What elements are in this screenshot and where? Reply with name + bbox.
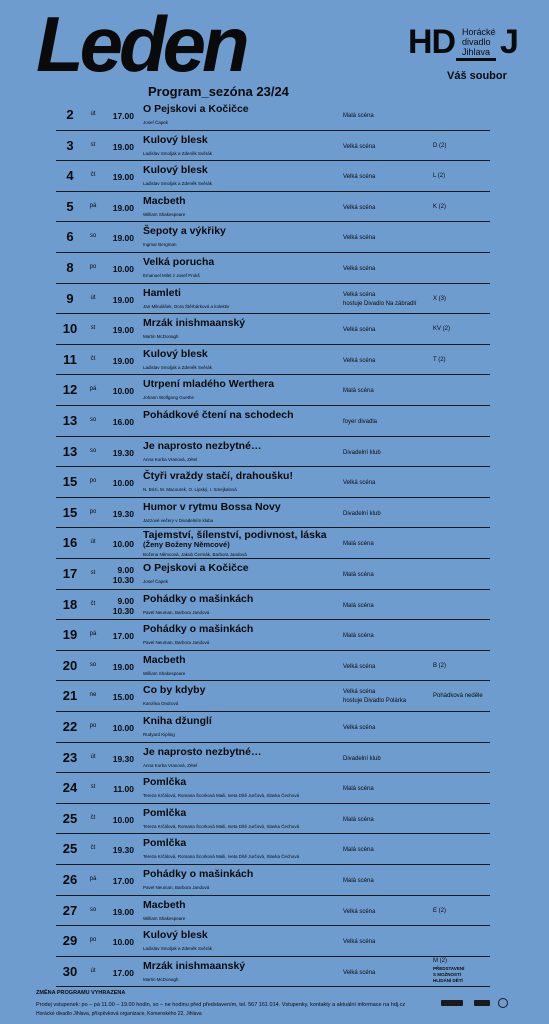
sponsor-logo-3 — [498, 998, 508, 1008]
row-author: Jazzové večery v Divadelním klubu — [143, 517, 214, 523]
row-show-title[interactable]: Je naprosto nezbytné… — [143, 439, 262, 452]
program-row[interactable] — [0, 528, 549, 559]
row-weekday: út — [90, 967, 96, 974]
row-day: 17 — [62, 566, 78, 581]
row-day: 27 — [62, 902, 78, 918]
row-day: 25 — [62, 810, 78, 826]
row-day: 11 — [63, 351, 77, 367]
row-show-title[interactable]: Pohádkové čtení na schodech — [143, 409, 294, 421]
row-venue: Divadelní klub — [343, 755, 381, 762]
row-subscription: L (2) — [433, 173, 446, 180]
row-time: 19.00 — [112, 141, 134, 152]
row-subscription: K (2) — [433, 203, 447, 210]
row-day: 19 — [62, 627, 78, 643]
logo-tagline: Váš soubor — [447, 70, 507, 82]
page-footer — [36, 990, 526, 1017]
row-show-title[interactable]: Šepoty a výkřiky — [143, 225, 226, 238]
row-weekday: st — [90, 570, 96, 576]
row-show-title[interactable]: Mrzák inishmaanský — [143, 959, 246, 972]
row-day: 20 — [62, 657, 78, 673]
row-author: Božena Němcová, Jakub Čermák, Barbora Jandová — [143, 552, 247, 558]
page-title: Leden — [36, 0, 246, 88]
row-weekday: čt — [90, 600, 96, 607]
footer-ticket-info: Prodej vstupenek: po – pá 11.00 – 19.00 hodin, so – ne hodinu před představením, tel. 567 161 014. Vstupenky, kontakty a aktuální informace na hdj.cz — [36, 1002, 406, 1008]
row-weekday: pá — [89, 631, 97, 638]
row-author: Pavel Neuman, Barbora Jandová — [143, 640, 210, 646]
row-weekday: po — [89, 264, 97, 270]
row-day: 13 — [62, 413, 78, 428]
row-venue: Malá scéna — [343, 388, 374, 395]
program-row[interactable] — [0, 896, 549, 927]
row-time: 19.00 — [112, 202, 134, 213]
row-weekday: út — [90, 753, 96, 760]
row-day: 4 — [66, 168, 74, 184]
row-author: Pavel Neuman, Barbora Jandová — [143, 885, 210, 890]
program-row[interactable] — [0, 498, 549, 529]
row-day: 15 — [62, 474, 78, 490]
row-time: 10.00 — [112, 937, 134, 948]
row-time: 19.00 — [112, 233, 134, 244]
row-venue: Velká scéna — [343, 480, 376, 487]
row-weekday: út — [90, 111, 96, 117]
row-day: 13 — [62, 443, 78, 459]
row-weekday: so — [89, 906, 97, 913]
program-row[interactable] — [0, 804, 549, 835]
row-time: 10.30 — [112, 575, 134, 585]
row-day: 15 — [62, 504, 78, 520]
row-weekday: so — [89, 233, 97, 240]
row-time: 19.30 — [112, 845, 134, 856]
row-author: William Shakespeare — [143, 670, 186, 676]
row-author: Ladislav Smoljak a Zdeněk Svěrák — [143, 364, 213, 370]
row-venue: hostuje Divadlo Polárka — [343, 698, 407, 705]
program-row[interactable] — [0, 467, 549, 498]
row-venue: Velká scéna — [343, 357, 376, 364]
row-subscription: M (2) — [433, 957, 447, 964]
program-row[interactable] — [0, 926, 549, 957]
row-subscription: B (2) — [433, 662, 447, 669]
row-day: 2 — [66, 107, 74, 122]
program-row[interactable] — [0, 314, 549, 345]
row-show-title[interactable]: Kulový blesk — [143, 164, 208, 177]
row-weekday: čt — [90, 355, 96, 362]
program-row[interactable] — [0, 559, 549, 590]
row-day: 10 — [62, 321, 78, 337]
program-row[interactable] — [0, 100, 549, 131]
row-time: 19.00 — [112, 355, 134, 366]
row-weekday: čt — [90, 845, 96, 852]
row-show-title[interactable]: Je naprosto nezbytné… — [143, 745, 262, 758]
row-show-title[interactable]: Macbeth — [143, 653, 186, 666]
row-time: 19.30 — [112, 447, 134, 458]
logo-hd-text: HD — [408, 23, 456, 61]
program-row[interactable] — [0, 406, 549, 437]
row-show-title[interactable]: Co by kdyby — [143, 684, 206, 697]
row-weekday: po — [89, 478, 97, 485]
row-day: 9 — [66, 290, 74, 306]
row-author: Anna Korba Vranová, Zétel — [143, 456, 198, 462]
row-venue: Velká scéna — [343, 908, 376, 915]
row-venue: Velká scéna — [343, 939, 376, 946]
row-time: 19.30 — [112, 753, 134, 764]
row-show-title[interactable]: Macbeth — [143, 898, 186, 911]
row-weekday: so — [89, 447, 97, 454]
row-show-title[interactable]: O Pejskovi a Kočičce — [143, 103, 249, 115]
row-time: 17.00 — [112, 876, 134, 886]
row-venue: Velká scéna — [343, 235, 376, 242]
program-row[interactable] — [0, 773, 549, 804]
program-row[interactable] — [0, 161, 549, 192]
row-venue: Velká scéna — [343, 689, 376, 696]
row-weekday: ne — [89, 692, 97, 699]
row-show-title[interactable]: Pohádky o mašinkách — [143, 623, 254, 636]
row-day: 24 — [62, 780, 78, 796]
row-venue: Malá scéna — [343, 113, 374, 119]
row-weekday: st — [90, 325, 96, 332]
row-time: 19.00 — [112, 906, 134, 917]
row-author: Jan Mikulášek, Dora Štěrbárková a kolektiv — [143, 303, 230, 309]
row-show-title[interactable]: Kulový blesk — [143, 347, 208, 360]
row-show-title[interactable]: Pomlčka — [143, 806, 187, 819]
row-day: 30 — [62, 963, 78, 979]
program-row[interactable] — [0, 834, 549, 865]
row-author: Martin McDonagh — [143, 334, 179, 340]
program-row[interactable] — [0, 131, 549, 162]
row-author: Karolína Ondrová — [143, 701, 179, 707]
row-author: N. Brizi, M. Macourek, O. Lipský, I. Smejkalová — [143, 487, 237, 493]
sponsor-logo-1 — [441, 1000, 463, 1006]
row-extra-note: PŘEDSTAVENÍ — [433, 965, 465, 971]
row-day: 22 — [62, 719, 78, 734]
row-time: 17.00 — [112, 111, 134, 121]
row-author: Emanuel Milet z Josef Prokš — [143, 273, 200, 278]
row-time: 10.00 — [112, 478, 134, 489]
row-day: 3 — [66, 137, 74, 153]
program-row[interactable] — [0, 345, 549, 376]
row-extra-note: HLÍDÁNÍ DĚTÍ — [433, 977, 463, 983]
row-author: Tereza Krčálová, Romana Šcorková Maili, Iveta Dítě Jurčová, Slavka Čechová — [143, 823, 300, 829]
row-author: Anna Korba Vranová, Zétel — [143, 762, 198, 768]
row-venue: Malá scéna — [343, 847, 374, 854]
row-weekday: čt — [90, 172, 96, 179]
program-row[interactable] — [0, 712, 549, 743]
row-time: 10.00 — [112, 386, 134, 397]
row-author: Josef Čapek — [143, 120, 169, 125]
row-weekday: so — [89, 661, 97, 668]
logo-name-text: Horácké divadlo Jihlava — [462, 27, 496, 57]
row-venue: Velká scéna — [343, 969, 376, 976]
row-subscription: Pohádková neděle — [433, 693, 483, 700]
row-show-title[interactable]: Pohádky o mašinkách — [143, 868, 254, 880]
row-show-title[interactable]: Hamleti — [143, 286, 181, 299]
row-author: Pavel Neuman, Barbora Jandová — [143, 609, 210, 615]
row-author: Tereza Krčálová, Romana Šcorková Maili, Iveta Dítě Jurčová, Slavka Čechová — [143, 793, 300, 799]
row-weekday: čt — [90, 814, 96, 821]
row-show-title[interactable]: Utrpení mladého Werthera — [143, 378, 275, 391]
logo-j-text: J — [500, 23, 519, 61]
row-day: 23 — [62, 749, 78, 765]
row-day: 25 — [62, 841, 78, 857]
row-time: 16.00 — [112, 417, 134, 427]
row-weekday: st — [90, 141, 96, 148]
footer-address: Horácké divadlo Jihlava, příspěvková organizace, Komenského 22, Jihlava — [36, 1011, 202, 1017]
row-venue: Velká scéna — [343, 204, 376, 211]
row-weekday: út — [90, 294, 96, 301]
row-show-title[interactable]: Pomlčka — [143, 776, 187, 789]
row-venue: Divadelní klub — [343, 449, 381, 456]
row-venue: Malá scéna — [343, 878, 374, 884]
row-time: 19.00 — [112, 294, 134, 305]
row-day: 26 — [62, 872, 78, 887]
row-weekday: po — [89, 723, 97, 729]
row-venue: Malá scéna — [343, 541, 374, 548]
row-day: 12 — [62, 382, 78, 398]
row-weekday: pá — [89, 876, 97, 882]
theatre-logo[interactable] — [408, 24, 518, 86]
row-venue: Divadelní klub — [343, 510, 381, 517]
program-row[interactable] — [0, 743, 549, 774]
row-venue: hostuje Divadlo Na zábradlí — [343, 300, 417, 307]
row-subscription: T (2) — [433, 356, 446, 363]
program-row[interactable] — [0, 222, 549, 253]
row-author: Ladislav Smoljak a Zdeněk Svěrák — [143, 150, 213, 156]
row-time: 10.30 — [112, 605, 134, 616]
row-show-title[interactable]: Mrzák inishmaanský — [143, 317, 246, 330]
program-row[interactable] — [0, 651, 549, 682]
program-row[interactable] — [0, 437, 549, 468]
row-author: William Shakespeare — [143, 915, 186, 921]
row-time: 9.00 — [117, 595, 134, 606]
row-show-title[interactable]: Kulový blesk — [143, 929, 208, 942]
row-author: Johann Wolfgang Goethe — [143, 395, 194, 401]
footer-heading: ZMĚNA PROGRAMU VYHRAZENA — [36, 990, 126, 996]
row-weekday: st — [90, 784, 96, 791]
row-author: Ingmar Bergman — [143, 242, 177, 248]
row-show-title[interactable]: Kniha džunglí — [143, 715, 212, 727]
row-day: 8 — [66, 260, 74, 275]
row-weekday: po — [89, 937, 97, 944]
row-show-subtitle: (Ženy Boženy Němcové) — [143, 540, 230, 550]
row-time: 19.00 — [112, 661, 134, 672]
program-row[interactable] — [0, 681, 549, 712]
row-venue: Velká scéna — [343, 725, 376, 731]
row-venue: Malá scéna — [343, 816, 374, 823]
row-show-title[interactable]: Velká porucha — [143, 256, 215, 268]
row-venue: Malá scéna — [343, 602, 374, 609]
page-header — [0, 0, 549, 105]
row-show-title[interactable]: Tajemství, šílenství, podivnost, láska — [143, 529, 327, 542]
program-row[interactable] — [0, 620, 549, 651]
row-subscription: E (2) — [433, 907, 447, 914]
row-venue: Malá scéna — [343, 786, 374, 793]
row-day: 16 — [62, 535, 78, 551]
row-time: 15.00 — [112, 692, 134, 703]
row-author: Ladislav Smoljak a Zdeněk Svěrák — [143, 181, 213, 187]
row-time: 17.00 — [112, 631, 134, 642]
row-time: 19.00 — [112, 172, 134, 183]
row-venue: Velká scéna — [343, 174, 376, 181]
row-weekday: po — [89, 508, 97, 515]
row-time: 10.00 — [112, 539, 134, 550]
row-show-title[interactable]: Pohádky o mašinkách — [143, 592, 254, 605]
row-show-title[interactable]: Pomlčka — [143, 837, 187, 850]
row-time: 17.00 — [112, 967, 134, 978]
row-author: Tereza Krčálová, Romana Šcorková Maili, Iveta Dítě Jurčová, Slavka Čechová — [143, 854, 300, 860]
row-weekday: pá — [89, 202, 97, 209]
row-venue: Velká scéna — [343, 663, 376, 670]
row-venue: Malá scéna — [343, 572, 374, 578]
row-venue: Malá scéna — [343, 633, 374, 640]
row-time: 19.00 — [112, 325, 134, 336]
row-show-title[interactable]: Humor v rytmu Bossa Novy — [143, 500, 281, 513]
logo-underline — [456, 58, 496, 61]
row-author: Josef Čapek — [143, 579, 169, 584]
row-show-title[interactable]: Kulový blesk — [143, 133, 208, 146]
row-subscription: KV (2) — [433, 326, 451, 333]
row-day: 29 — [62, 933, 78, 949]
row-weekday: pá — [89, 386, 97, 393]
row-weekday: út — [90, 539, 96, 546]
row-time: 9.00 — [117, 565, 134, 575]
row-day: 21 — [62, 688, 78, 704]
program-row[interactable] — [0, 375, 549, 406]
row-day: 6 — [66, 229, 74, 245]
row-venue: Velká scéna — [343, 266, 376, 272]
row-author: Rudyard Kipling — [143, 732, 175, 737]
row-subscription: X (3) — [433, 295, 447, 302]
page-subtitle: Program_sezóna 23/24 — [148, 84, 289, 99]
program-row[interactable] — [0, 192, 549, 223]
row-show-title[interactable]: Macbeth — [143, 194, 186, 207]
row-venue: foyer divadla — [343, 419, 378, 425]
row-time: 10.00 — [112, 814, 134, 825]
program-row[interactable] — [0, 284, 549, 315]
row-author: William Shakespeare — [143, 211, 186, 217]
row-time: 11.00 — [113, 784, 134, 795]
row-venue: Velká scéna — [343, 143, 376, 150]
row-venue: Velká scéna — [343, 327, 376, 334]
row-show-title[interactable]: Čtyři vraždy stačí, drahoušku! — [143, 470, 293, 483]
program-row[interactable] — [0, 865, 549, 896]
row-show-title[interactable]: O Pejskovi a Kočičce — [143, 562, 249, 574]
row-divider — [56, 986, 490, 987]
row-extra-note: S MOŽNOSTÍ — [433, 971, 461, 977]
row-author: Martin McDonagh — [143, 976, 179, 982]
program-row[interactable] — [0, 253, 549, 284]
row-day: 5 — [66, 198, 74, 214]
row-author: Ladislav Smoljak a Zdeněk Svěrák — [143, 946, 213, 952]
row-day: 18 — [62, 596, 78, 612]
row-weekday: so — [89, 417, 97, 423]
row-venue: Velká scéna — [343, 291, 376, 298]
row-subscription: D (2) — [433, 142, 447, 149]
program-row[interactable] — [0, 590, 549, 621]
row-time: 10.00 — [112, 264, 134, 274]
row-time: 19.30 — [112, 508, 134, 519]
program-row[interactable] — [0, 957, 549, 988]
sponsor-logo-2 — [474, 1000, 490, 1006]
row-time: 10.00 — [112, 723, 134, 733]
